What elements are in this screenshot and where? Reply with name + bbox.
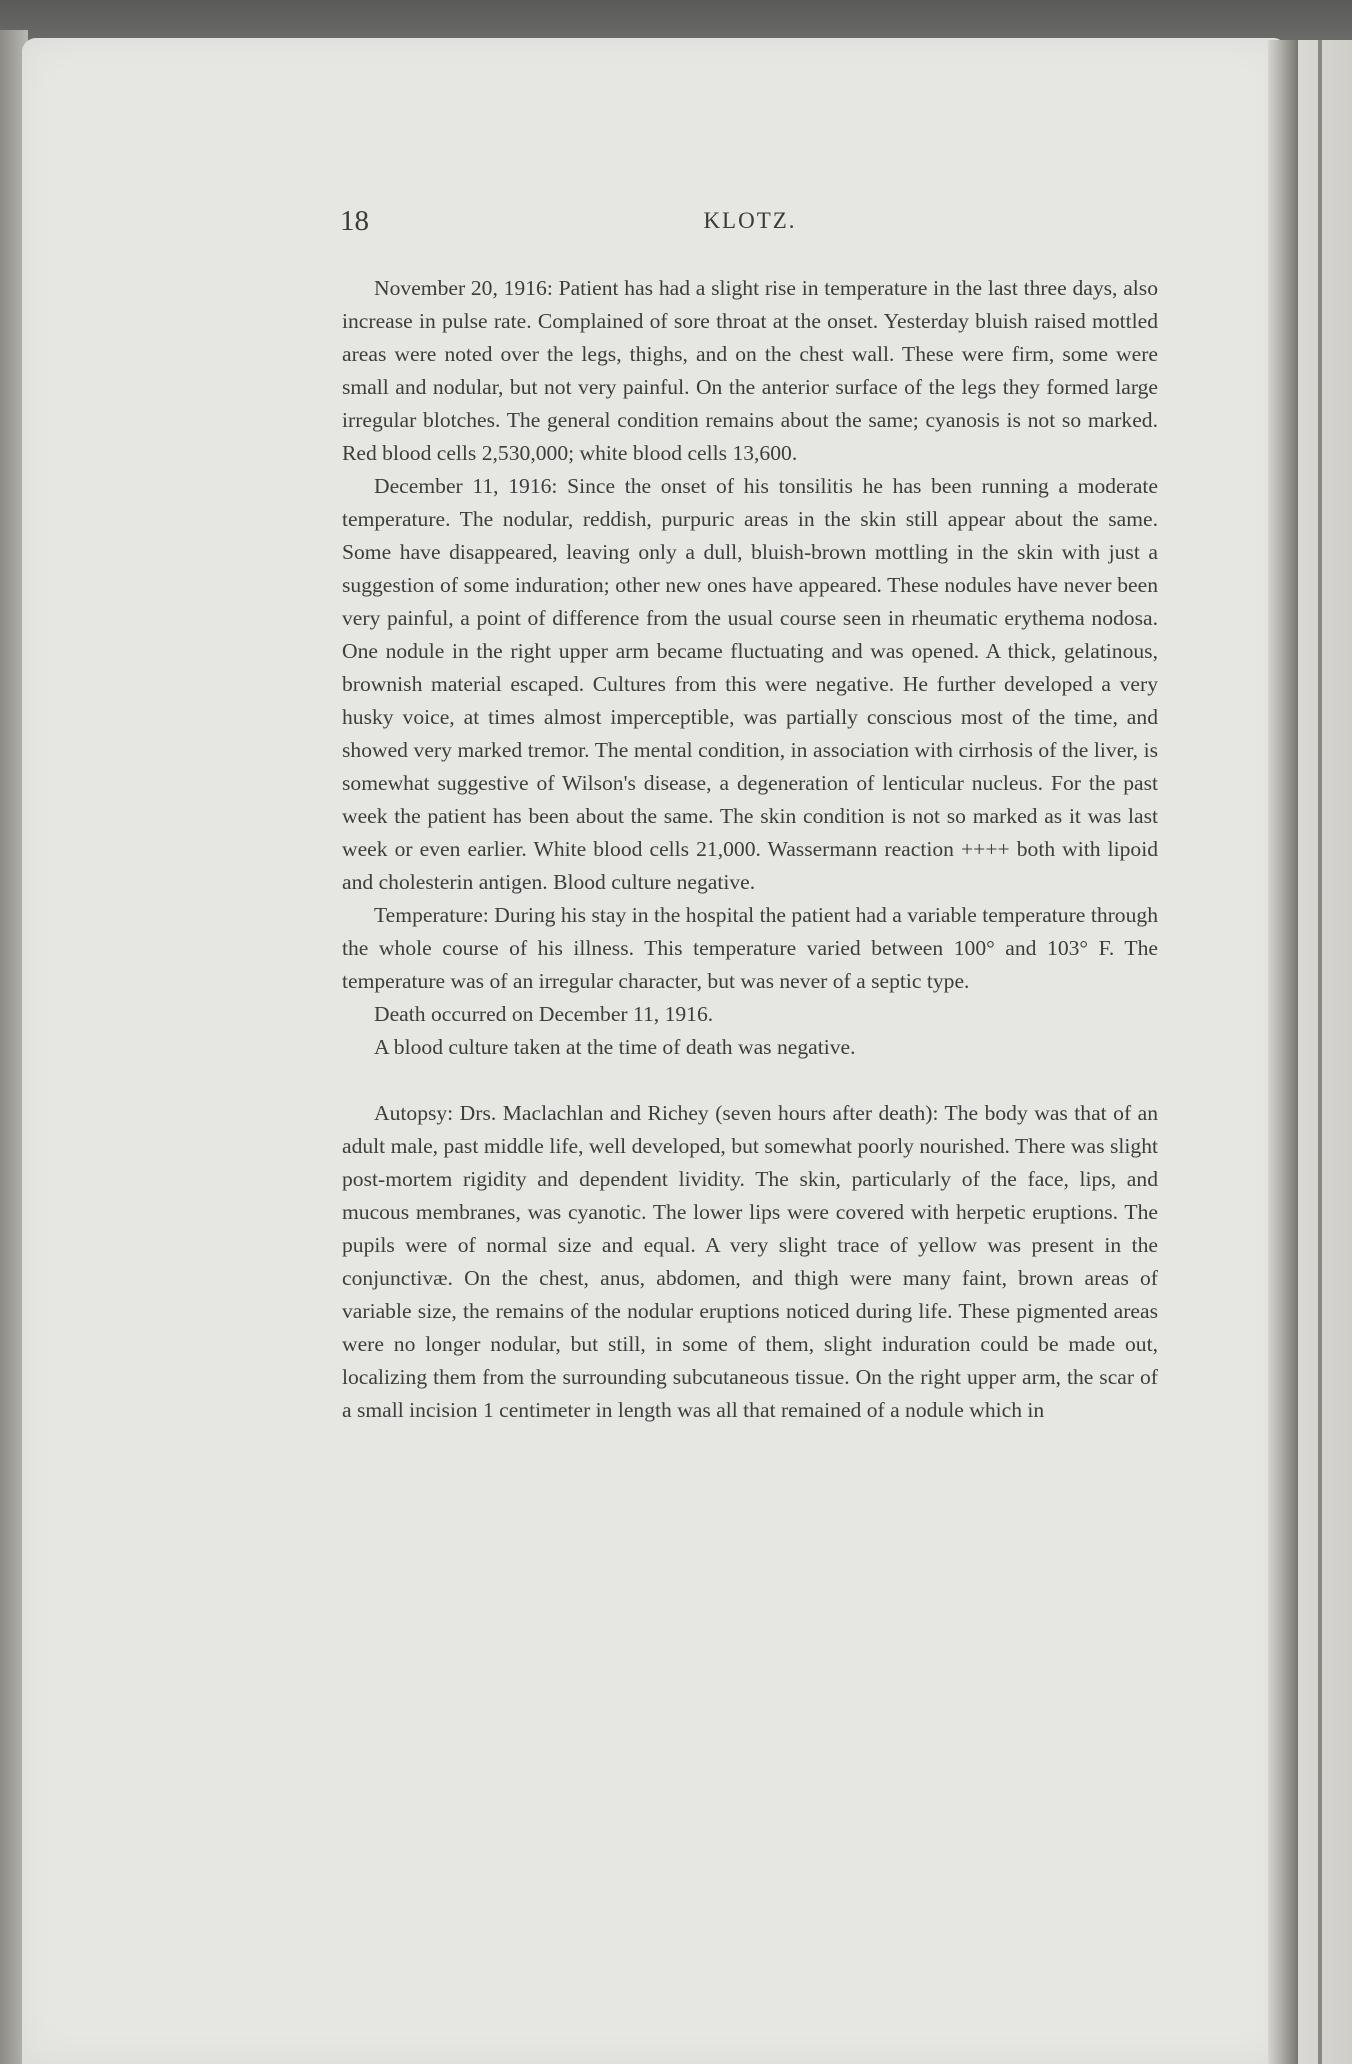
paragraph-autopsy: Autopsy: Drs. Maclachlan and Richey (seven hours after death): The body was that of an adult male, past middle life, well developed, but somewhat poorly nourished. There was slight post-mortem rigidity and dependent lividity. The skin, particularly of the face, lips, and mucous membranes, was cyanotic. The lower lips were covered with herpetic eruptions. The pupils were of normal size and equal. A very slight trace of yellow was present in the conjunctivæ. On the chest, anus, abdomen, and thigh were many faint, brown areas of variable size, the remains of the nodular eruptions noticed during life. These pigmented areas were no longer nodular, but still, in some of them, slight induration could be made out, localizing them from the surrounding subcutaneous tissue. On the right upper arm, the scar of a small incision 1 centimeter in length was all that remained of a nodule which in (342, 1101, 1158, 1422)
running-head: KLOTZ. (703, 208, 797, 233)
paragraph-november-20: November 20, 1916: Patient has had a slight rise in temperature in the last three days, also increase in pulse rate. Complained of sore throat at the onset. Yesterday bluish raised mottled areas were noted over the legs, thighs, and on the chest wall. These were firm, some were small and nodular, but not very painful. On the anterior surface of the legs they formed large irregular blotches. The general condition remains about the same; cyanosis is not so marked. Red blood cells 2,530,000; white blood cells 13,600. (342, 276, 1158, 465)
paragraph-temperature: Temperature: During his stay in the hospital the patient had a variable temperature through the whole course of his illness. This temperature varied between 100° and 103° F. The temperature was of an irregular character, but was never of a septic type. (342, 903, 1158, 993)
page-number: 18 (340, 205, 369, 237)
book-gutter (1268, 40, 1298, 2064)
paragraph-death: Death occurred on December 11, 1916. (374, 1002, 714, 1026)
scan-top-band (0, 0, 1352, 40)
facing-page-edge (1298, 40, 1352, 2064)
facing-page-line (1318, 40, 1322, 2064)
body-text (342, 272, 1158, 1427)
paragraph-december-11: December 11, 1916: Since the onset of his tonsilitis he has been running a moderate temperature. The nodular, reddish, purpuric areas in the skin still appear about the same. Some have disappeared, leaving only a dull, bluish-brown mottling in the skin with just a suggestion of some induration; other new ones have appeared. These nodules have never been very painful, a point of difference from the usual course seen in rheumatic erythema nodosa. One nodule in the right upper arm became fluctuating and was opened. A thick, gelatinous, brownish material escaped. Cultures from this were negative. He further developed a very husky voice, at times almost imperceptible, was partially conscious most of the time, and showed very marked tremor. The mental condition, in association with cirrhosis of the liver, is somewhat suggestive of Wilson's disease, a degeneration of lenticular nucleus. For the past week the patient has been about the same. The skin condition is not so marked as it was last week or even earlier. White blood cells 21,000. Wassermann reaction ++++ both with lipoid and cholesterin antigen. Blood culture negative. (342, 474, 1158, 894)
page-header (340, 205, 1160, 245)
paragraph-blood-culture: A blood culture taken at the time of death was negative. (374, 1035, 856, 1059)
